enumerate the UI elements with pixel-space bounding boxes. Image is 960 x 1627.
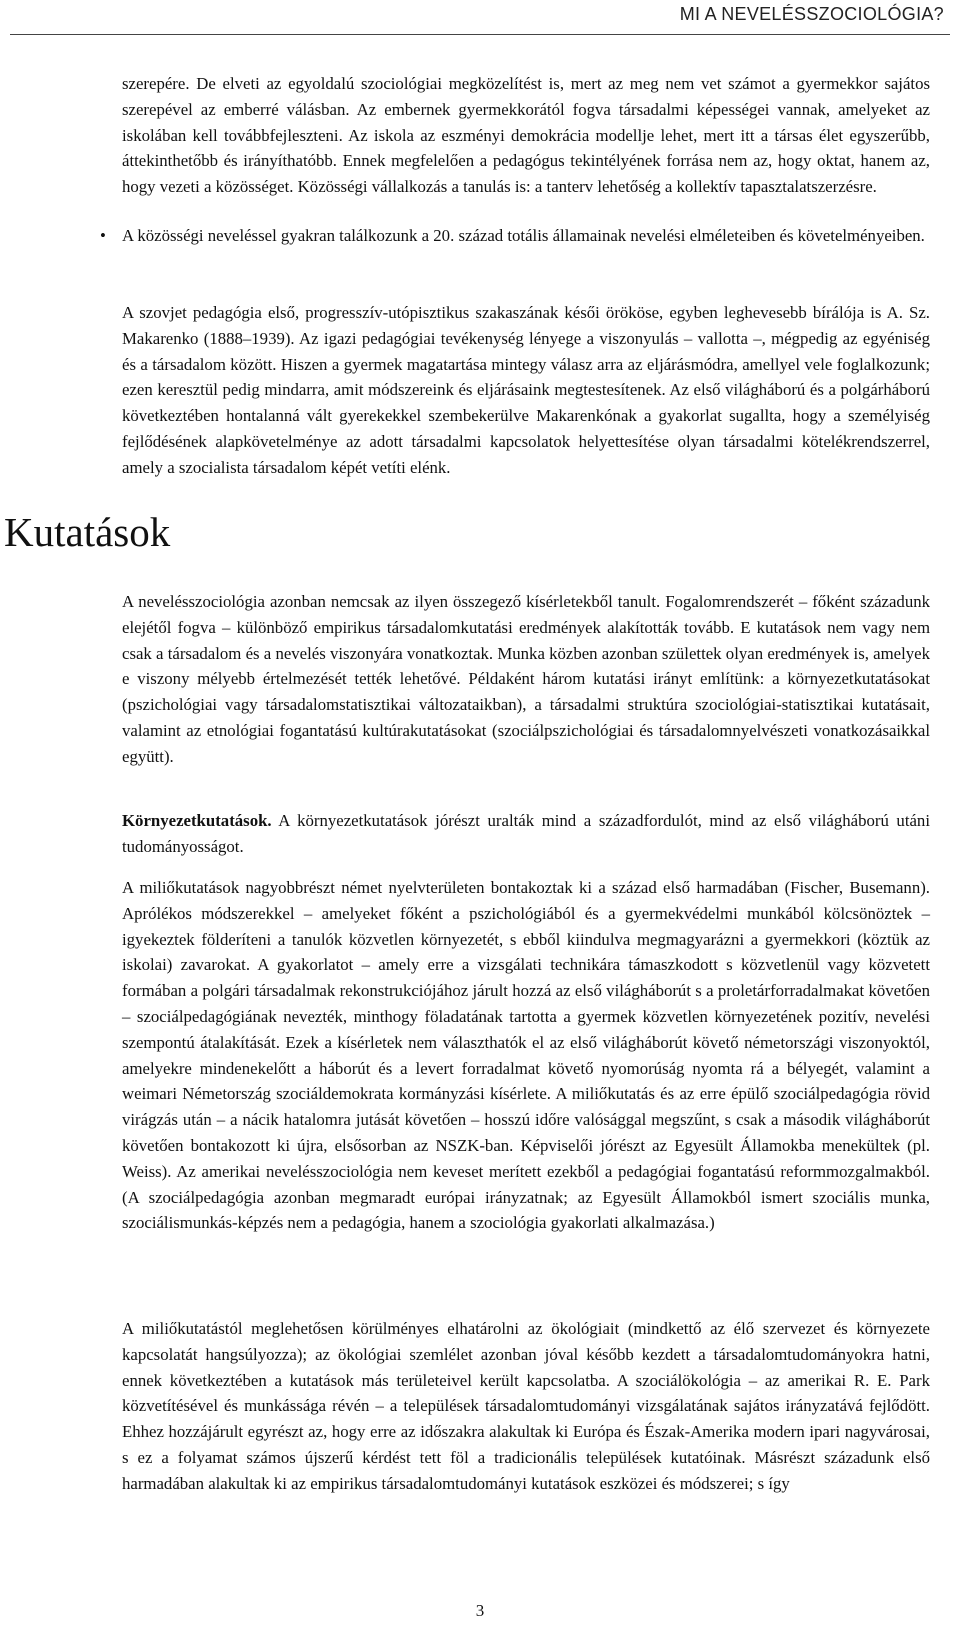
subsection-lead: Környezetkutatások. bbox=[122, 811, 272, 830]
running-header bbox=[0, 0, 960, 35]
research-intro bbox=[122, 589, 930, 770]
ecology-research bbox=[122, 1316, 930, 1497]
research-paragraph-4: A miliőkutatástól meglehetősen körülményes elhatárolni az ökológiait (mindkettő az élő szervezet és környezete kapcsolatát hangsúlyozza); az ökológiai szemlélet azonban jóval később kezdett a társadalomtudományokra hatni, ennek következtében a kutatások más területeivel került kapcsolatba. A szociálökológia – az amerikai R. E. Park közvetítésével és munkássága révén – a települések társadalomtudományi vizsgálatának sajátos irányzatává fejlődött. Ehhez hozzájárult egyrészt az, hogy erre az időszakra alakultak ki Európa és Észak-Amerika modern ipari nagyvárosai, s ez a folyamat számos újszerű kérdést tett föl a tradicionális települések kutatóinak. Másrészt századunk első harmadában alakultak ki az empirikus társadalomtudományi kutatások eszközei és módszerei; s így bbox=[122, 1319, 930, 1493]
running-header-title: MI A NEVELÉSSZOCIOLÓGIA? bbox=[679, 4, 944, 24]
list-item bbox=[100, 223, 930, 249]
makarenko-section bbox=[122, 300, 930, 481]
subsection-text: A környezetkutatások jórészt uralták mind a századfordulót, mind az első világháború utáni tudományosságot. bbox=[122, 811, 930, 856]
bullet-list bbox=[100, 223, 930, 249]
intro-paragraph: szerepére. De elveti az egyoldalú szociológiai megközelítést is, mert az meg nem vet számot a gyermekkor sajátos szerepével az emberré válásban. Az embernek gyermekkorától fogva társadalmi képességei vannak, amelyeket az iskolában kell továbbfejleszteni. Az iskola az eszményi demokrácia modellje lehet, mert itt a társas élet egyszerűbb, áttekinthetőbb és irányíthatóbb. Ennek megfelelően a pedagógus tekintélyének forrása nem az, hogy oktat, hanem az, hogy vezeti a közösséget. Közösségi vállalkozás a tanulás is: a tanterv lehetőség a kollektív tapasztalatszerzésre. bbox=[122, 74, 930, 197]
research-paragraph-2 bbox=[122, 808, 930, 860]
intro-section bbox=[122, 71, 930, 200]
bullet-icon: • bbox=[100, 226, 106, 245]
section-heading: Kutatások bbox=[4, 509, 171, 555]
environment-research bbox=[122, 808, 930, 860]
milieu-research bbox=[122, 875, 930, 1236]
bullet-text: A közösségi neveléssel gyakran találkozunk a 20. század totális államainak nevelési elméleteiben és követelményeiben. bbox=[122, 226, 925, 245]
header-divider bbox=[10, 34, 950, 35]
makarenko-paragraph: A szovjet pedagógia első, progresszív-utópisztikus szakaszának késői örököse, egyben leghevesebb bírálója is A. Sz. Makarenko (1888–1939). Az igazi pedagógiai tevékenység lényege a viszonyulás – vallotta –, mégpedig az egyéniség és a társadalom között. Hiszen a gyermek magatartása mintegy válasz arra az eljárásmódra, amellyel vele foglalkozunk; ezen keresztül pedig mindarra, amit módszereink és eljárásaink megtestesítenek. Az első világháború és a polgárháború következtében hontalanná vált gyerekekkel szembekerülve Makarenkónak a gyakorlat sugallta, hogy a személyiség fejlődésének alapkövetelménye az adott társadalmi kapcsolatok helyettesítése olyan társadalmi kötelékrendszerrel, amely a szocialista társadalom képét vetíti elénk. bbox=[122, 303, 930, 477]
page-number: 3 bbox=[475, 1601, 485, 1620]
research-paragraph-1: A nevelésszociológia azonban nemcsak az ilyen összegező kísérletekből tanult. Fogalomrendszerét – főként századunk elejétől fogva – különböző empirikus társadalomkutatási eredmények alakították tovább. E kutatások nem vagy nem csak a társadalom és a nevelés viszonyára vonatkoztak. Munka közben azonban születtek olyan eredmények is, amelyek e viszony mélyebb értelmezését tették lehetővé. Példaként három kutatási irányt említünk: a környezetkutatásokat (pszichológiai vagy társadalomstatisztikai változataikban), a társadalmi struktúra szociológiai-statisztikai kutatásait, valamint az etnológiai fogantatású kultúrakutatásokat (szociálpszichológiai és társadalomnyelvészeti vonatkozásaikkal együtt). bbox=[122, 592, 930, 766]
research-paragraph-3: A miliőkutatások nagyobbrészt német nyelvterületen bontakoztak ki a század első harmadában (Fischer, Busemann). Aprólékos módszerekkel – amelyeket főként a pszichológiából és a gyermekvédelmi munkából kölcsönöztek – igyekeztek földeríteni a tanulók közvetlen környezetét, s ebből kiindulva megmagyarázni a gyermekkori (köztük az iskolai) zavarokat. A gyakorlatot – amely erre a vizsgálati technikára támaszkodott s közvetlenül vagy közvetett formában a polgári társadalmak rekonstrukciójához járult hozzá az első világháborút s a proletárforradalmakat követően – szociálpedagógiának nevezték, minthogy föladatának tartotta a gyermek közvetlen környezetének pozitív, nevelési szempontú átalakítását. Ezek a kísérletek nem választhatók el az első világháborút követő németországi viszonyoktól, amelyekre mindenekelőtt a háborút és a levert forradalmat követő nyomorúság nyomta rá a bélyegét, valamint a weimari Németország szociáldemokrata kormányzási kísérlete. A miliőkutatás és az erre épülő szociálpedagógia rövid virágzás után – a nácik hatalomra jutását követően – hosszú időre valósággal megszűnt, s csak a második világháborút követően bontakozott ki újra, elsősorban az NSZK-ban. Képviselői jórészt az Egyesült Államokba menekültek (pl. Weiss). Az amerikai nevelésszociológia nem keveset merített ezekből a pedagógiai fogantatású reformmozgalmakból. (A szociálpedagógia azonban megmaradt európai irányzatnak; az Egyesült Államokból ismert szociális munka, szociálismunkás-képzés nem a pedagógia, hanem a szociológia gyakorlati alkalmazása.) bbox=[122, 878, 930, 1233]
